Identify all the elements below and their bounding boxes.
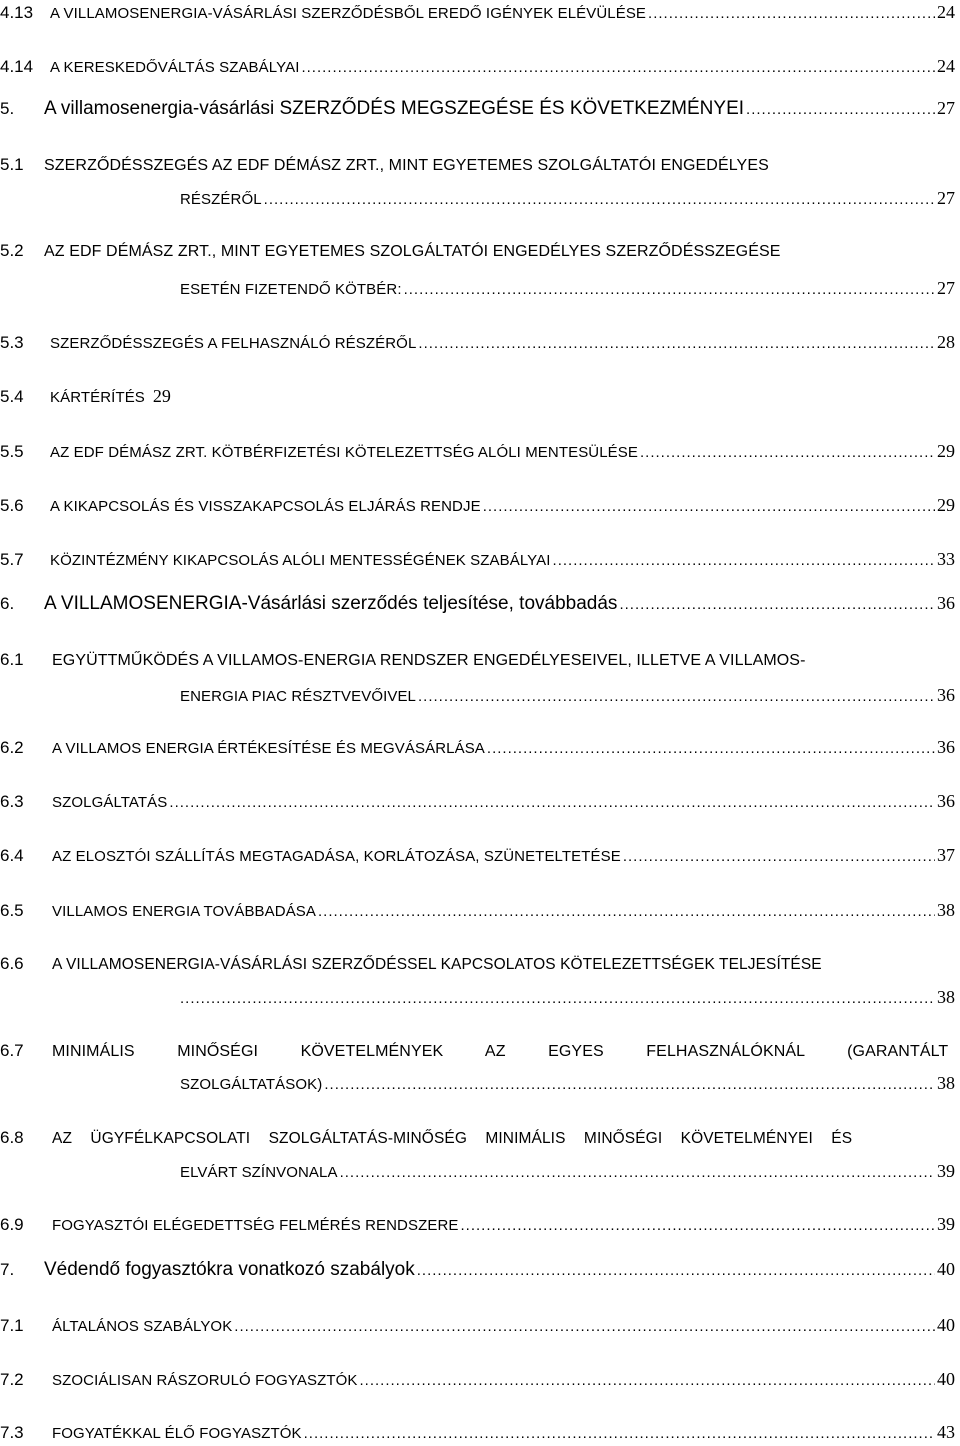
leader-dots xyxy=(304,1425,935,1442)
toc-entry-title: A KERESKEDŐVÁLTÁS SZABÁLYAI xyxy=(50,59,300,76)
toc-entry-page: 36 xyxy=(937,737,955,757)
toc-entry-6-6[interactable] xyxy=(0,954,955,974)
toc-entry-number: 5.1 xyxy=(0,155,24,174)
toc-entry-page: 37 xyxy=(937,845,955,865)
toc-entry-number: 6.7 xyxy=(0,1041,24,1060)
leader-dots xyxy=(359,1372,935,1389)
toc-entry-number: 5.7 xyxy=(0,550,24,569)
toc-entry-page: 27 xyxy=(937,278,955,298)
toc-entry-title: KÖZINTÉZMÉNY KIKAPCSOLÁS ALÓLI MENTESSÉGÉNEK SZABÁLYAI xyxy=(50,552,551,569)
toc-entry-number: 6.5 xyxy=(0,901,24,920)
toc-entry-number: 4.13 xyxy=(0,3,34,22)
toc-entry-number: 4.14 xyxy=(0,57,34,76)
toc-entry-5-4[interactable] xyxy=(0,386,955,407)
toc-entry-title: SZERZŐDÉSSZEGÉS AZ EDF DÉMÁSZ ZRT., MINT EGYETEMES SZOLGÁLTATÓI ENGEDÉLYES xyxy=(44,157,769,174)
toc-entry-title: A VILLAMOSENERGIA-VÁSÁRLÁSI SZERZŐDÉSBŐL EREDŐ IGÉNYEK ELÉVÜLÉSE xyxy=(50,5,647,22)
toc-entry-page: 38 xyxy=(937,987,955,1007)
toc-entry-title: FOGYASZTÓI ELÉGEDETTSÉG FELMÉRÉS RENDSZERE xyxy=(52,1217,459,1234)
toc-entry-number: 6.1 xyxy=(0,650,24,669)
toc-entry-number: 5.5 xyxy=(0,442,24,461)
leader-dots xyxy=(404,281,935,298)
toc-entry-title: A VILLAMOS ENERGIA ÉRTÉKESÍTÉSE ÉS MEGVÁSÁRLÁSA xyxy=(52,740,485,757)
toc-entry-number: 7.2 xyxy=(0,1370,24,1389)
toc-entry-6-6-cont[interactable] xyxy=(180,987,955,1008)
leader-dots xyxy=(340,1164,935,1181)
toc-entry-title: MINIMÁLIS MINŐSÉGI KÖVETELMÉNYEK AZ EGYES FELHASZNÁLÓKNÁL (GARANTÁLT xyxy=(52,1043,949,1060)
toc-entry-number: 5.3 xyxy=(0,333,24,352)
toc-entry-page: 38 xyxy=(937,1073,955,1093)
leader-dots xyxy=(417,1262,935,1279)
toc-entry-title: SZOLGÁLTATÁS xyxy=(52,794,168,811)
toc-entry-6-7[interactable] xyxy=(0,1041,955,1061)
leader-dots xyxy=(301,59,935,76)
toc-entry-6-8-cont[interactable] xyxy=(180,1161,955,1182)
toc-entry-page: 28 xyxy=(937,332,955,352)
toc-entry-page: 29 xyxy=(937,441,955,461)
leader-dots xyxy=(234,1318,935,1335)
toc-entry-6-1[interactable] xyxy=(0,650,955,670)
toc-entry-6-9[interactable] xyxy=(0,1214,955,1235)
toc-entry-6-8[interactable] xyxy=(0,1128,955,1148)
toc-entry-number: 6.4 xyxy=(0,846,24,865)
toc-entry-5-2-cont[interactable] xyxy=(180,278,955,299)
toc-entry-5-6[interactable] xyxy=(0,495,955,516)
toc-entry-title-cont: SZOLGÁLTATÁSOK) xyxy=(180,1076,323,1093)
toc-entry-page: 24 xyxy=(937,2,955,22)
toc-entry-number: 5.6 xyxy=(0,496,24,515)
toc-entry-page: 36 xyxy=(937,791,955,811)
toc-entry-title: Védendő fogyasztókra vonatkozó szabályok xyxy=(44,1259,415,1280)
toc-entry-6-5[interactable] xyxy=(0,900,955,921)
toc-entry-title: A VILLAMOSENERGIA-Vásárlási szerződés teljesítése, továbbadás xyxy=(44,593,618,614)
toc-entry-title: VILLAMOS ENERGIA TOVÁBBADÁSA xyxy=(52,903,317,920)
leader-dots xyxy=(324,1076,935,1093)
toc-entry-number: 5.4 xyxy=(0,387,24,406)
toc-entry-7-1[interactable] xyxy=(0,1315,955,1336)
toc-entry-page: 40 xyxy=(937,1369,955,1389)
leader-dots xyxy=(180,990,935,1007)
toc-entry-6-2[interactable] xyxy=(0,737,955,758)
leader-dots xyxy=(264,191,935,208)
leader-dots xyxy=(553,552,935,569)
toc-entry-6[interactable] xyxy=(0,593,955,615)
toc-entry-5-1[interactable] xyxy=(0,155,955,175)
toc-entry-7[interactable] xyxy=(0,1259,955,1281)
toc-entry-6-3[interactable] xyxy=(0,791,955,812)
toc-entry-number: 6.2 xyxy=(0,738,24,757)
toc-entry-7-3[interactable] xyxy=(0,1422,955,1443)
toc-entry-page: 29 xyxy=(937,495,955,515)
toc-entry-number: 5. xyxy=(0,99,15,118)
leader-dots xyxy=(461,1217,936,1234)
leader-dots xyxy=(648,5,935,22)
toc-entry-number: 6.8 xyxy=(0,1128,24,1147)
toc-entry-title: AZ ÜGYFÉLKAPCSOLATI SZOLGÁLTATÁS-MINŐSÉG MINIMÁLIS MINŐSÉGI KÖVETELMÉNYEI ÉS xyxy=(52,1130,853,1147)
toc-entry-4-14[interactable] xyxy=(0,56,955,77)
toc-entry-title: SZERZŐDÉSSZEGÉS A FELHASZNÁLÓ RÉSZÉRŐL xyxy=(50,335,417,352)
toc-entry-title-cont: ELVÁRT SZÍNVONALA xyxy=(180,1164,338,1181)
toc-entry-page: 39 xyxy=(937,1161,955,1181)
toc-entry-7-2[interactable] xyxy=(0,1369,955,1390)
toc-entry-number: 6.9 xyxy=(0,1215,24,1234)
toc-entry-page: 27 xyxy=(937,188,955,208)
toc-entry-page: 38 xyxy=(937,900,955,920)
toc-entry-number: 7.1 xyxy=(0,1316,24,1335)
leader-dots xyxy=(418,688,935,705)
toc-entry-title: A KIKAPCSOLÁS ÉS VISSZAKAPCSOLÁS ELJÁRÁS RENDJE xyxy=(50,498,481,515)
toc-entry-5-3[interactable] xyxy=(0,332,955,353)
toc-entry-page: 33 xyxy=(937,549,955,569)
leader-dots xyxy=(169,794,935,811)
toc-entry-6-1-cont[interactable] xyxy=(180,685,955,706)
leader-dots xyxy=(318,903,935,920)
leader-dots xyxy=(483,498,935,515)
toc-entry-page: 36 xyxy=(937,685,955,705)
toc-entry-number: 6. xyxy=(0,594,15,613)
toc-entry-title: KÁRTÉRÍTÉS xyxy=(50,389,145,406)
toc-entry-page: 39 xyxy=(937,1214,955,1234)
toc-entry-page: 27 xyxy=(937,98,955,118)
toc-entry-title: SZOCIÁLISAN RÁSZORULÓ FOGYASZTÓK xyxy=(52,1372,358,1389)
toc-entry-title: AZ ELOSZTÓI SZÁLLÍTÁS MEGTAGADÁSA, KORLÁTOZÁSA, SZÜNETELTETÉSE xyxy=(52,848,621,865)
toc-entry-page: 36 xyxy=(937,593,955,613)
toc-entry-5-5[interactable] xyxy=(0,441,955,462)
toc-entry-6-7-cont[interactable] xyxy=(180,1073,955,1094)
toc-entry-title: AZ EDF DÉMÁSZ ZRT., MINT EGYETEMES SZOLGÁLTATÓI ENGEDÉLYES SZERZŐDÉSSZEGÉSE xyxy=(44,243,781,260)
toc-entry-page: 29 xyxy=(152,386,171,406)
toc-entry-number: 6.6 xyxy=(0,954,24,973)
toc-entry-page: 43 xyxy=(937,1422,955,1442)
toc-entry-5-1-cont[interactable] xyxy=(180,188,955,209)
leader-dots xyxy=(418,335,935,352)
toc-entry-title: A villamosenergia-vásárlási SZERZŐDÉS MEGSZEGÉSE ÉS KÖVETKEZMÉNYEI xyxy=(44,98,745,119)
toc-entry-5[interactable] xyxy=(0,98,955,120)
toc-entry-number: 7. xyxy=(0,1260,15,1279)
toc-entry-page: 24 xyxy=(937,56,955,76)
toc-entry-title-cont: ENERGIA PIAC RÉSZTVEVŐIVEL xyxy=(180,688,417,705)
toc-entry-number: 6.3 xyxy=(0,792,24,811)
toc-entry-title: A VILLAMOSENERGIA-VÁSÁRLÁSI SZERZŐDÉSSEL KAPCSOLATOS KÖTELEZETTSÉGEK TELJESÍTÉSE xyxy=(52,956,822,973)
toc-entry-4-13[interactable] xyxy=(0,2,955,23)
toc-entry-title-cont: ESETÉN FIZETENDŐ KÖTBÉR: xyxy=(180,281,402,298)
toc-entry-6-4[interactable] xyxy=(0,845,955,866)
leader-dots xyxy=(487,740,935,757)
toc-entry-5-2[interactable] xyxy=(0,241,955,261)
toc-entry-title: EGYÜTTMŰKÖDÉS A VILLAMOS-ENERGIA RENDSZER ENGEDÉLYESEIVEL, ILLETVE A VILLAMOS- xyxy=(52,652,806,669)
toc-entry-title: ÁLTALÁNOS SZABÁLYOK xyxy=(52,1318,233,1335)
toc-entry-number: 7.3 xyxy=(0,1423,24,1442)
toc-entry-5-7[interactable] xyxy=(0,549,955,570)
toc-entry-number: 5.2 xyxy=(0,241,24,260)
toc-entry-title: FOGYATÉKKAL ÉLŐ FOGYASZTÓK xyxy=(52,1425,302,1442)
toc-entry-page: 40 xyxy=(937,1259,955,1279)
leader-dots xyxy=(623,848,935,865)
leader-dots xyxy=(619,596,935,613)
leader-dots xyxy=(746,101,935,118)
toc-entry-title: AZ EDF DÉMÁSZ ZRT. KÖTBÉRFIZETÉSI KÖTELEZETTSÉG ALÓLI MENTESÜLÉSE xyxy=(50,444,638,461)
toc-entry-title-cont: RÉSZÉRŐL xyxy=(180,191,262,208)
toc-entry-page: 40 xyxy=(937,1315,955,1335)
leader-dots xyxy=(640,444,935,461)
